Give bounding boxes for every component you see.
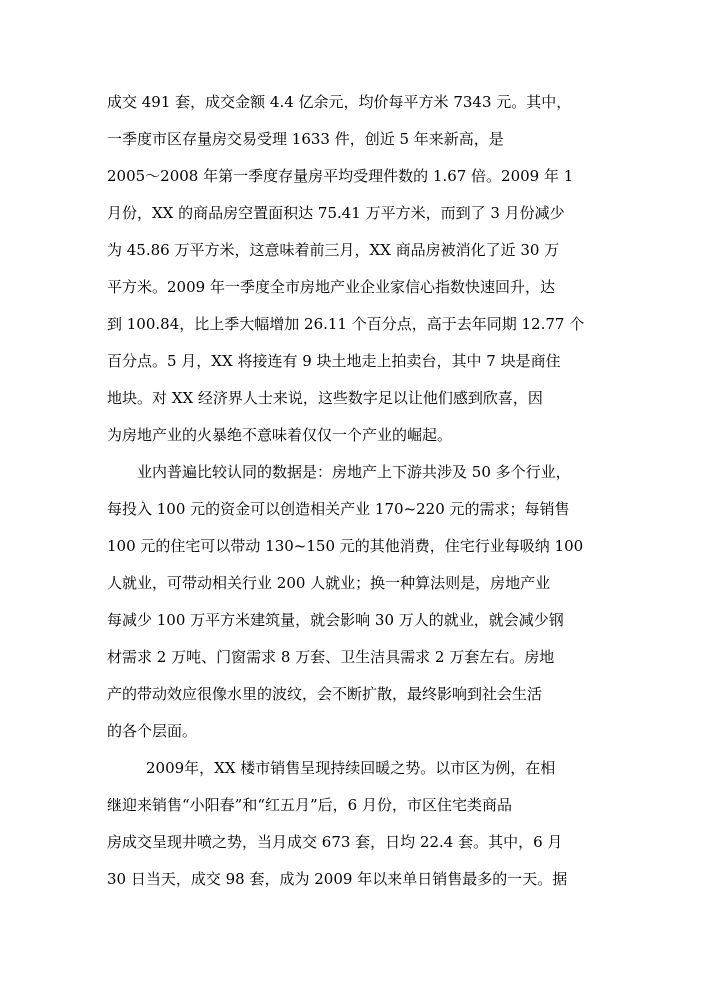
- text-line: 2005～2008 年第一季度存量房平均受理件数的 1.67 倍。2009 年 1: [107, 167, 574, 185]
- text-line: 地块。对 XX 经济界人士来说，这些数字足以让他们感到欣喜，因: [107, 389, 543, 407]
- text-line: 产的带动效应很像水里的波纹，会不断扩散，最终影响到社会生活: [107, 685, 543, 703]
- text-line: 继迎来销售“小阳春”和“红五月”后，6 月份，市区住宅类商品: [107, 796, 512, 814]
- text-line: 每减少 100 万平方米建筑量，就会影响 30 万人的就业，就会减少钢: [107, 611, 564, 629]
- text-line: 人就业，可带动相关行业 200 人就业；换一种算法则是，房地产业: [107, 574, 551, 592]
- text-line: 一季度市区存量房交易受理 1633 件，创近 5 年来新高，是: [107, 130, 504, 148]
- text-line: 到 100.84，比上季大幅增加 26.11 个百分点，高于去年同期 12.77 个: [107, 315, 585, 333]
- text-line: 房成交呈现井喷之势，当月成交 673 套，日均 22.4 套。其中，6 月: [107, 833, 563, 851]
- text-line: 平方米。2009 年一季度全市房地产业企业家信心指数快速回升，达: [107, 278, 555, 296]
- text-line: 30 日当天，成交 98 套，成为 2009 年以来单日销售最多的一天。据: [107, 870, 568, 888]
- text-line: 为房地产业的火暴绝不意味着仅仅一个产业的崛起。: [107, 426, 453, 444]
- text-line: 成交 491 套，成交金额 4.4 亿余元，均价每平方米 7343 元。其中，: [107, 93, 572, 111]
- text-line: 业内普遍比较认同的数据是：房地产上下游共涉及 50 多个行业，: [137, 463, 571, 481]
- text-line: 的各个层面。: [107, 722, 198, 740]
- text-line: 每投入 100 元的资金可以创造相关产业 170~220 元的需求；每销售: [107, 500, 570, 518]
- text-line: 100 元的住宅可以带动 130~150 元的其他消费，住宅行业每吸纳 100: [107, 537, 584, 555]
- text-line: 月份，XX 的商品房空置面积达 75.41 万平方米，而到了 3 月份减少: [107, 204, 565, 222]
- text-line: 2009年，XX 楼市销售呈现持续回暖之势。以市区为例，在相: [146, 759, 556, 777]
- text-line: 为 45.86 万平方米，这意味着前三月，XX 商品房被消化了近 30 万: [107, 241, 560, 259]
- text-line: 材需求 2 万吨、门窗需求 8 万套、卫生洁具需求 2 万套左右。房地: [107, 648, 555, 666]
- text-line: 百分点。5 月，XX 将接连有 9 块土地走上拍卖台，其中 7 块是商住: [107, 352, 561, 370]
